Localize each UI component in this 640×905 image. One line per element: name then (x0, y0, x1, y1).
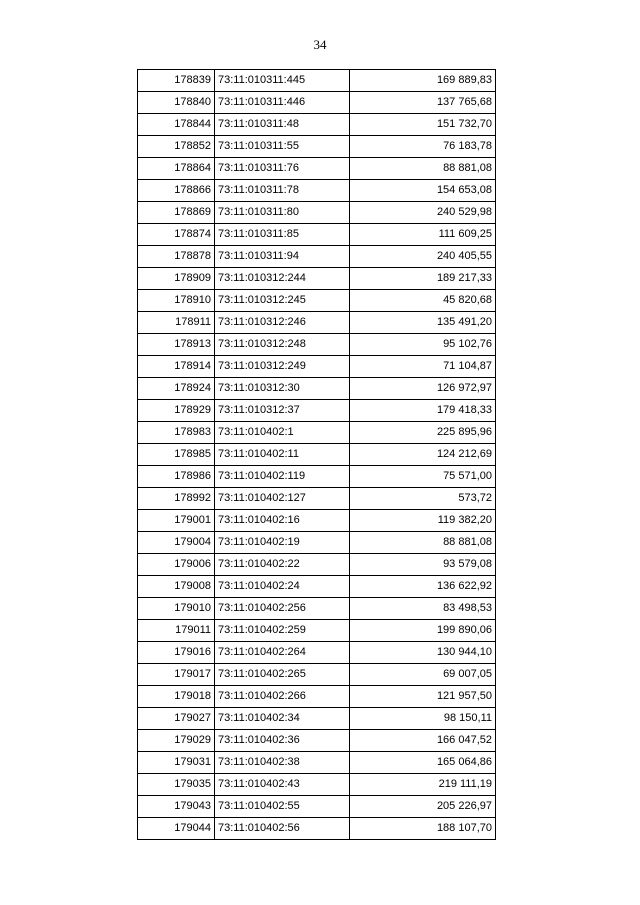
table-row (138, 334, 496, 356)
data-table (137, 69, 496, 840)
cadastral-number-cell: 73:11:010402:19 (215, 532, 350, 554)
cadastral-number-cell: 73:11:010402:34 (215, 708, 350, 730)
cadastral-number-cell: 73:11:010402:38 (215, 752, 350, 774)
page-number: 34 (313, 37, 327, 52)
row-id-cell: 178840 (138, 92, 215, 114)
row-id-cell: 178986 (138, 466, 215, 488)
cadastral-number-cell: 73:11:010312:245 (215, 290, 350, 312)
row-id-cell: 178839 (138, 70, 215, 92)
cadastral-number-cell: 73:11:010402:119 (215, 466, 350, 488)
row-id-cell: 178911 (138, 312, 215, 334)
row-id-cell: 178866 (138, 180, 215, 202)
table-row (138, 752, 496, 774)
table-row (138, 92, 496, 114)
value-cell: 76 183,78 (350, 136, 496, 158)
table-row (138, 642, 496, 664)
value-cell: 135 491,20 (350, 312, 496, 334)
value-cell: 137 765,68 (350, 92, 496, 114)
table-row (138, 202, 496, 224)
cadastral-number-cell: 73:11:010312:30 (215, 378, 350, 400)
value-cell: 166 047,52 (350, 730, 496, 752)
cadastral-number-cell: 73:11:010402:55 (215, 796, 350, 818)
table-row (138, 708, 496, 730)
row-id-cell: 179035 (138, 774, 215, 796)
row-id-cell: 178909 (138, 268, 215, 290)
cadastral-number-cell: 73:11:010402:266 (215, 686, 350, 708)
cadastral-number-cell: 73:11:010311:94 (215, 246, 350, 268)
value-cell: 130 944,10 (350, 642, 496, 664)
cadastral-number-cell: 73:11:010402:36 (215, 730, 350, 752)
row-id-cell: 178924 (138, 378, 215, 400)
table-row (138, 224, 496, 246)
row-id-cell: 179044 (138, 818, 215, 840)
table-row (138, 686, 496, 708)
table-row (138, 378, 496, 400)
value-cell: 179 418,33 (350, 400, 496, 422)
row-id-cell: 178992 (138, 488, 215, 510)
row-id-cell: 178864 (138, 158, 215, 180)
value-cell: 45 820,68 (350, 290, 496, 312)
cadastral-number-cell: 73:11:010402:264 (215, 642, 350, 664)
value-cell: 111 609,25 (350, 224, 496, 246)
table-row (138, 576, 496, 598)
table-row (138, 400, 496, 422)
cadastral-number-cell: 73:11:010312:244 (215, 268, 350, 290)
value-cell: 199 890,06 (350, 620, 496, 642)
table-row (138, 180, 496, 202)
cadastral-number-cell: 73:11:010402:24 (215, 576, 350, 598)
value-cell: 225 895,96 (350, 422, 496, 444)
value-cell: 121 957,50 (350, 686, 496, 708)
row-id-cell: 178852 (138, 136, 215, 158)
value-cell: 189 217,33 (350, 268, 496, 290)
value-cell: 124 212,69 (350, 444, 496, 466)
table-row (138, 532, 496, 554)
cadastral-number-cell: 73:11:010311:85 (215, 224, 350, 246)
row-id-cell: 178844 (138, 114, 215, 136)
cadastral-number-cell: 73:11:010402:127 (215, 488, 350, 510)
table-row (138, 664, 496, 686)
cadastral-number-cell: 73:11:010311:445 (215, 70, 350, 92)
table-row (138, 268, 496, 290)
value-cell: 188 107,70 (350, 818, 496, 840)
table-row (138, 488, 496, 510)
row-id-cell: 178983 (138, 422, 215, 444)
table-row (138, 290, 496, 312)
cadastral-number-cell: 73:11:010402:43 (215, 774, 350, 796)
value-cell: 151 732,70 (350, 114, 496, 136)
value-cell: 169 889,83 (350, 70, 496, 92)
value-cell: 126 972,97 (350, 378, 496, 400)
value-cell: 69 007,05 (350, 664, 496, 686)
cadastral-number-cell: 73:11:010311:446 (215, 92, 350, 114)
value-cell: 119 382,20 (350, 510, 496, 532)
table-row (138, 774, 496, 796)
table-row (138, 70, 496, 92)
cadastral-number-cell: 73:11:010402:22 (215, 554, 350, 576)
cadastral-number-cell: 73:11:010402:16 (215, 510, 350, 532)
row-id-cell: 179031 (138, 752, 215, 774)
value-cell: 93 579,08 (350, 554, 496, 576)
cadastral-number-cell: 73:11:010311:76 (215, 158, 350, 180)
row-id-cell: 178874 (138, 224, 215, 246)
cadastral-number-cell: 73:11:010312:249 (215, 356, 350, 378)
row-id-cell: 179001 (138, 510, 215, 532)
row-id-cell: 178914 (138, 356, 215, 378)
row-id-cell: 178869 (138, 202, 215, 224)
value-cell: 136 622,92 (350, 576, 496, 598)
cadastral-number-cell: 73:11:010402:256 (215, 598, 350, 620)
value-cell: 83 498,53 (350, 598, 496, 620)
cadastral-number-cell: 73:11:010312:37 (215, 400, 350, 422)
row-id-cell: 179043 (138, 796, 215, 818)
row-id-cell: 179027 (138, 708, 215, 730)
cadastral-number-cell: 73:11:010402:11 (215, 444, 350, 466)
row-id-cell: 178929 (138, 400, 215, 422)
table-row (138, 158, 496, 180)
cadastral-number-cell: 73:11:010311:78 (215, 180, 350, 202)
row-id-cell: 179006 (138, 554, 215, 576)
row-id-cell: 178985 (138, 444, 215, 466)
cadastral-number-cell: 73:11:010402:1 (215, 422, 350, 444)
table-row (138, 356, 496, 378)
value-cell: 219 111,19 (350, 774, 496, 796)
value-cell: 88 881,08 (350, 158, 496, 180)
cadastral-number-cell: 73:11:010311:55 (215, 136, 350, 158)
table-row (138, 510, 496, 532)
row-id-cell: 179017 (138, 664, 215, 686)
table-row (138, 730, 496, 752)
value-cell: 573,72 (350, 488, 496, 510)
table-row (138, 620, 496, 642)
value-cell: 71 104,87 (350, 356, 496, 378)
cadastral-number-cell: 73:11:010402:259 (215, 620, 350, 642)
cadastral-number-cell: 73:11:010312:248 (215, 334, 350, 356)
value-cell: 95 102,76 (350, 334, 496, 356)
cadastral-number-cell: 73:11:010311:48 (215, 114, 350, 136)
cadastral-number-cell: 73:11:010402:265 (215, 664, 350, 686)
row-id-cell: 178878 (138, 246, 215, 268)
value-cell: 205 226,97 (350, 796, 496, 818)
value-cell: 98 150,11 (350, 708, 496, 730)
table-row (138, 554, 496, 576)
value-cell: 240 405,55 (350, 246, 496, 268)
value-cell: 240 529,98 (350, 202, 496, 224)
row-id-cell: 178910 (138, 290, 215, 312)
row-id-cell: 179011 (138, 620, 215, 642)
value-cell: 165 064,86 (350, 752, 496, 774)
row-id-cell: 179008 (138, 576, 215, 598)
table-row (138, 136, 496, 158)
table-row (138, 246, 496, 268)
row-id-cell: 178913 (138, 334, 215, 356)
table-body (138, 70, 496, 840)
row-id-cell: 179004 (138, 532, 215, 554)
table-row (138, 818, 496, 840)
row-id-cell: 179016 (138, 642, 215, 664)
value-cell: 154 653,08 (350, 180, 496, 202)
table-row (138, 466, 496, 488)
value-cell: 75 571,00 (350, 466, 496, 488)
table-row (138, 796, 496, 818)
cadastral-number-cell: 73:11:010311:80 (215, 202, 350, 224)
row-id-cell: 179018 (138, 686, 215, 708)
row-id-cell: 179010 (138, 598, 215, 620)
table-row (138, 312, 496, 334)
cadastral-number-cell: 73:11:010312:246 (215, 312, 350, 334)
cadastral-number-cell: 73:11:010402:56 (215, 818, 350, 840)
table-row (138, 114, 496, 136)
value-cell: 88 881,08 (350, 532, 496, 554)
row-id-cell: 179029 (138, 730, 215, 752)
table-row (138, 598, 496, 620)
table-row (138, 422, 496, 444)
table-row (138, 444, 496, 466)
